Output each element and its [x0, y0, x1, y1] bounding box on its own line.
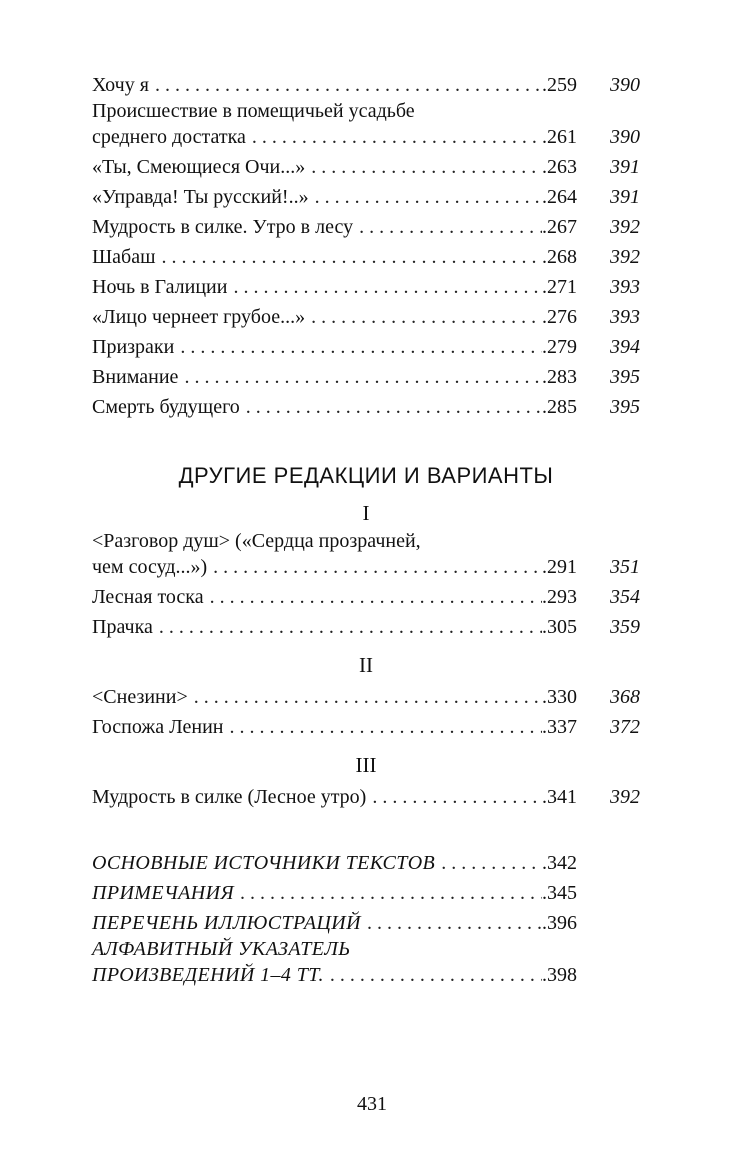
dot-leader	[441, 848, 542, 878]
entry-title-line1: АЛФАВИТНЫЙ УКАЗАТЕЛЬ	[92, 938, 351, 960]
toc-entry	[92, 152, 640, 182]
entry-page: .259	[542, 74, 577, 96]
toc-entry	[92, 712, 640, 742]
entry-title: Смерть будущего	[92, 396, 240, 418]
toc-entry	[92, 362, 640, 392]
dot-leader	[159, 612, 542, 642]
toc-entry	[92, 242, 640, 272]
entry-title: ПРИМЕЧАНИЯ	[92, 882, 235, 904]
entry-title: Прачка	[92, 616, 153, 638]
toc-entry	[92, 782, 640, 812]
entry-page: .398	[542, 964, 577, 986]
entry-notes-page: 392	[610, 246, 640, 268]
entry-notes-page: 395	[610, 366, 640, 388]
section-heading: ДРУГИЕ РЕДАКЦИИ И ВАРИАНТЫ	[178, 463, 554, 488]
dot-leader	[184, 362, 542, 392]
dot-leader	[311, 302, 542, 332]
entry-title: Хочу я	[92, 74, 149, 96]
entry-page: .271	[542, 276, 577, 298]
entry-page: .263	[542, 156, 577, 178]
dot-leader	[210, 582, 542, 612]
entry-page: .267	[542, 216, 577, 238]
entry-notes-page: 368	[610, 686, 640, 708]
dot-leader	[252, 122, 542, 152]
entry-notes-page: 391	[610, 186, 640, 208]
dot-leader	[367, 908, 542, 938]
entry-notes-page: 391	[610, 156, 640, 178]
entry-title: Госпожа Ленин	[92, 716, 224, 738]
toc-entry	[92, 878, 640, 908]
dot-leader	[372, 782, 542, 812]
part-label: I	[362, 501, 370, 525]
entry-page: .345	[542, 882, 577, 904]
part-label: II	[359, 653, 373, 677]
toc-entry	[92, 848, 640, 878]
entry-title: Мудрость в силке (Лесное утро)	[92, 786, 367, 808]
entry-page: .276	[542, 306, 577, 328]
entry-title: ПЕРЕЧЕНЬ ИЛЛЮСТРАЦИЙ	[92, 912, 361, 934]
entry-page: .341	[542, 786, 577, 808]
entry-page: .261	[542, 126, 577, 148]
toc-entry	[92, 392, 640, 422]
entry-title-line1: <Разговор душ> («Сердца прозрачней,	[92, 530, 421, 552]
entry-page: .337	[542, 716, 577, 738]
entry-title: Ночь в Галиции	[92, 276, 228, 298]
table-of-contents	[92, 70, 640, 990]
toc-entry	[92, 100, 640, 152]
toc-entry	[92, 212, 640, 242]
entry-page: .396	[542, 912, 577, 934]
dot-leader	[240, 878, 542, 908]
entry-title: Внимание	[92, 366, 179, 388]
entry-notes-page: 393	[610, 306, 640, 328]
entry-notes-page: 390	[610, 74, 640, 96]
dot-leader	[246, 392, 542, 422]
entry-notes-page: 351	[610, 556, 640, 578]
entry-title: ОСНОВНЫЕ ИСТОЧНИКИ ТЕКСТОВ	[92, 852, 436, 874]
entry-notes-page: 392	[610, 216, 640, 238]
dot-leader	[180, 332, 542, 362]
dot-leader	[230, 712, 543, 742]
entry-notes-page: 372	[610, 716, 640, 738]
entry-title-line1: Происшествие в помещичьей усадьбе	[92, 100, 415, 122]
page-number: 431	[357, 1093, 387, 1115]
toc-entry	[92, 682, 640, 712]
part-label: III	[355, 753, 377, 777]
entry-notes-page: 354	[610, 586, 640, 608]
toc-entry	[92, 612, 640, 642]
entry-title: Шабаш	[92, 246, 156, 268]
entry-page: .330	[542, 686, 577, 708]
dot-leader	[311, 152, 542, 182]
dot-leader	[233, 272, 542, 302]
entry-title: Призраки	[92, 336, 175, 358]
entry-notes-page: 395	[610, 396, 640, 418]
toc-entry	[92, 332, 640, 362]
toc-entry	[92, 938, 640, 990]
entry-title: Мудрость в силке. Утро в лесу	[92, 216, 354, 238]
toc-entry	[92, 182, 640, 212]
entry-title: Лесная тоска	[92, 586, 204, 608]
entry-page: .264	[542, 186, 577, 208]
entry-title: «Лицо чернеет грубое...»	[92, 306, 306, 328]
entry-page: .342	[542, 852, 577, 874]
entry-title: «Управда! Ты русский!..»	[92, 186, 309, 208]
entry-page: .305	[542, 616, 577, 638]
entry-notes-page: 393	[610, 276, 640, 298]
entry-page: .279	[542, 336, 577, 358]
appendix-group	[92, 848, 640, 990]
entry-notes-page: 392	[610, 786, 640, 808]
entry-title: «Ты, Смеющиеся Очи...»	[92, 156, 306, 178]
entry-title: среднего достатка	[92, 126, 246, 148]
entry-title: чем сосуд...»)	[92, 556, 208, 578]
dot-leader	[213, 552, 542, 582]
entry-title: <Снезини>	[92, 686, 188, 708]
entry-page: .293	[542, 586, 577, 608]
entry-notes-page: 394	[610, 336, 640, 358]
dot-leader	[315, 182, 542, 212]
entry-title: ПРОИЗВЕДЕНИЙ 1–4 ТТ.	[92, 964, 324, 986]
dot-leader	[194, 682, 542, 712]
entry-page: .285	[542, 396, 577, 418]
toc-top-group	[92, 70, 640, 422]
toc-entry	[92, 302, 640, 332]
entry-page: .268	[542, 246, 577, 268]
dot-leader	[359, 212, 542, 242]
entry-notes-page: 359	[610, 616, 640, 638]
entry-page: .291	[542, 556, 577, 578]
toc-entry	[92, 272, 640, 302]
dot-leader	[330, 960, 542, 990]
toc-entry	[92, 582, 640, 612]
entry-notes-page: 390	[610, 126, 640, 148]
entry-page: .283	[542, 366, 577, 388]
dot-leader	[162, 242, 542, 272]
toc-entry	[92, 530, 640, 582]
